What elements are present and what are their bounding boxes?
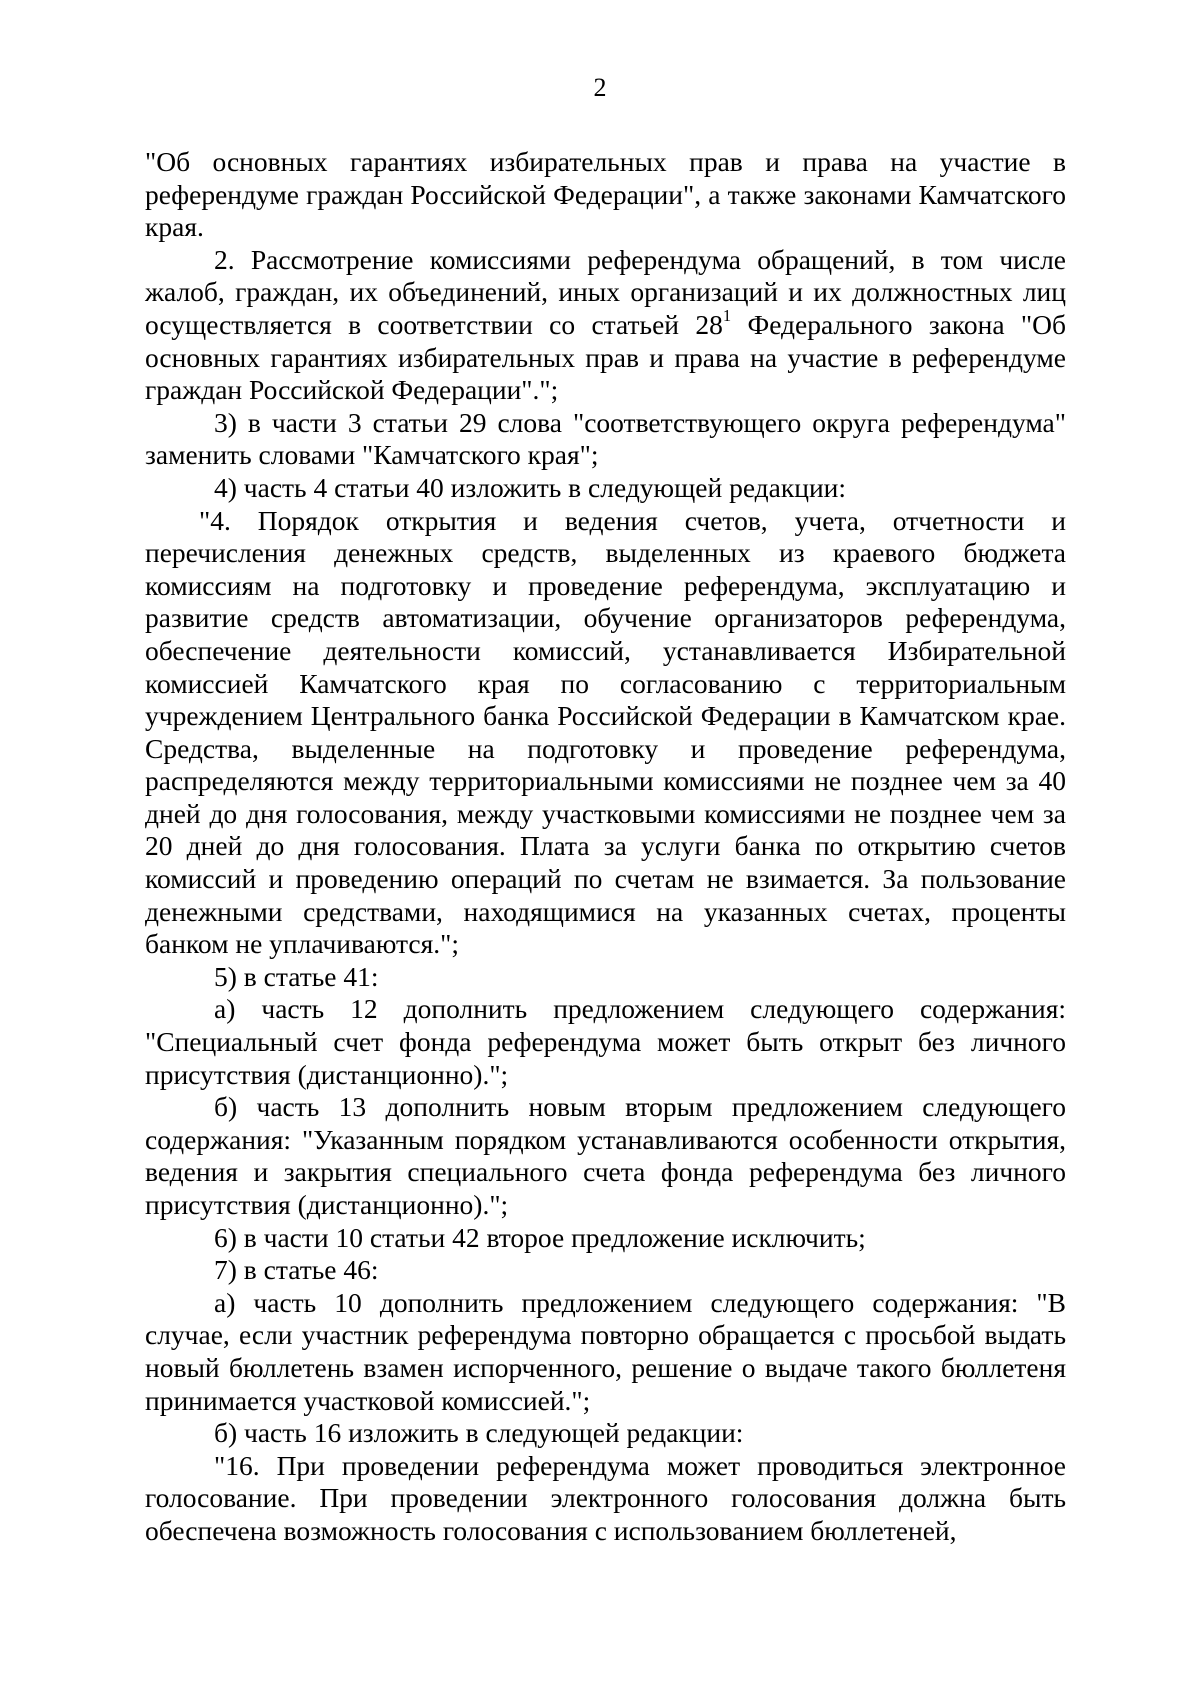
paragraph-quote-4: "4. Порядок открытия и ведения счетов, учета, отчетности и перечисления денежных средств, выделенных из краевого бюджета комиссиям на подготовку и проведение референдума, эксплуатацию и развитие средств автоматизации, обучение организаторов референдума, обеспечение деятельности комиссий, устанавливается Избирательной комиссией Камчатского края по согласованию с территориальным учреждением Центрального банка Российской Федерации в Камчатском крае. Средства, выделенные на подготовку и проведение референдума, распределяются между территориальными комиссиями не позднее чем за 40 дней до дня голосования, между участковыми комиссиями не позднее чем за 20 дней до дня голосования. Плата за услуги банка по открытию счетов комиссий и проведению операций по счетам не взимается. За пользование денежными средствами, находящимися на указанных счетах, проценты банком не уплачиваются."; bbox=[145, 504, 1066, 960]
paragraph-item-3: 3) в части 3 статьи 29 слова "соответствующего округа референдума" заменить словами "Камчатского края"; bbox=[145, 406, 1066, 471]
paragraph-item-6: 6) в части 10 статьи 42 второе предложение исключить; bbox=[214, 1221, 866, 1253]
paragraph-item-5b: б) часть 13 дополнить новым вторым предложением следующего содержания: "Указанным порядком устанавливаются особенности открытия, ведения и закрытия специального счета фонда референдума без личного присутствия (дистанционно)."; bbox=[145, 1091, 1066, 1220]
document-body bbox=[145, 146, 1066, 1548]
paragraph-continuation: "Об основных гарантиях избирательных прав и права на участие в референдуме граждан Российской Федерации", а также законами Камчатского края. bbox=[145, 146, 1066, 243]
article-superscript: 1 bbox=[722, 306, 732, 326]
paragraph-item-2 bbox=[145, 244, 1066, 407]
paragraph-item-2-text: 2. Рассмотрение комиссиями референдума обращений, в том числе жалоб, граждан, их объединений, иных организаций и их должностных лиц осуществляется в соответствии со статьей 28 bbox=[145, 243, 1066, 340]
paragraph-item-2-tail: Федерального закона "Об основных гарантиях избирательных прав и права на участие в референдуме граждан Российской Федерации"."; bbox=[145, 308, 1066, 406]
paragraph-item-7a: а) часть 10 дополнить предложением следующего содержания: "В случае, если участник референдума повторно обращается с просьбой выдать новый бюллетень взамен испорченного, решение о выдаче такого бюллетеня принимается участковой комиссией."; bbox=[145, 1286, 1066, 1416]
paragraph-item-5: 5) в статье 41: bbox=[214, 960, 379, 992]
paragraph-item-7: 7) в статье 46: bbox=[214, 1254, 379, 1286]
paragraph-item-7b: б) часть 16 изложить в следующей редакции: bbox=[214, 1417, 744, 1449]
paragraph-item-5a: а) часть 12 дополнить предложением следующего содержания: "Специальный счет фонда референдума может быть открыт без личного присутствия (дистанционно)."; bbox=[145, 993, 1066, 1090]
paragraph-item-4: 4) часть 4 статьи 40 изложить в следующей редакции: bbox=[214, 471, 847, 503]
page-number: 2 bbox=[593, 73, 607, 102]
paragraph-quote-16: "16. При проведении референдума может проводиться электронное голосование. При проведении электронного голосования должна быть обеспечена возможность голосования с использованием бюллетеней, bbox=[145, 1449, 1066, 1546]
